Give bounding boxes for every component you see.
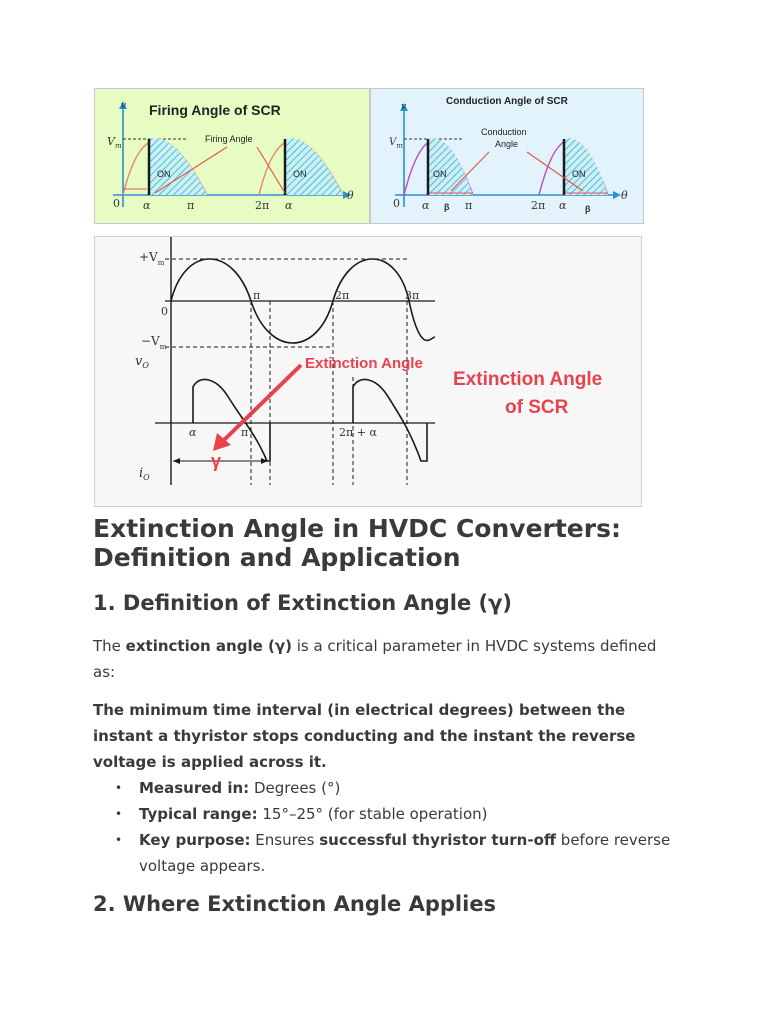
bullet-label: Typical range: [139,805,258,823]
zero-label: 0 [161,305,168,318]
two-pi-top-label: 2π [335,289,350,302]
list-item [93,827,683,879]
pi-top-label: π [253,289,261,302]
firing-v-label: v [121,101,127,111]
firing-pi-label: π [187,199,195,212]
firing-on-region-2 [285,138,343,195]
intro-bold-term: extinction angle (γ) [125,637,292,655]
bullet-text-suffix: before reverse voltage appears. [139,831,671,875]
conduction-x-arrow-icon [613,191,621,199]
bullet-label: Key purpose: [139,831,251,849]
minus-vm-label: $-V_m$ [141,334,167,351]
firing-annotation: Firing Angle [205,134,253,144]
bullet-text: Degrees (°) [249,779,341,797]
three-pi-top-label: 3π [405,289,420,302]
conduction-origin-label: 0 [393,197,400,210]
key-points-list [93,775,683,879]
conduction-beta2-label: β [585,204,591,214]
conduction-on-region-2 [564,138,608,195]
bullet-label: Measured in: [139,779,250,797]
two-pi-alpha-label: 2π + α [339,426,377,439]
conduction-on-region-1 [428,138,473,195]
extinction-caption-line1: Extinction Angle [453,369,603,390]
gamma-label: γ [211,451,222,471]
firing-theta-label: θ [347,189,354,202]
vo-label: $v_O$ [135,354,149,370]
bullet-bold: successful thyristor turn-off [319,831,557,849]
firing-vm-label: $V_m$ [107,135,122,150]
conduction-beta-label: β [444,202,450,212]
firing-angle-figure [94,88,370,224]
section-heading-definition: 1. Definition of Extinction Angle (γ) [93,591,513,615]
article-title: Extinction Angle in HVDC Converters: Definition and Application [93,514,621,572]
conduction-theta-label: θ [621,189,628,202]
conduction-angle-figure [370,88,644,224]
firing-on-label-1: ON [157,169,171,179]
list-item [93,775,683,801]
firing-on-region-1 [149,138,207,195]
section-heading-where-applies: 2. Where Extinction Angle Applies [93,892,497,916]
io-label: $i_O$ [139,466,150,482]
io-waveform [193,379,427,461]
bullet-text: 15°–25° (for stable operation) [257,805,488,823]
intro-suffix: is a critical parameter in HVDC systems defined as: [93,637,657,681]
conduction-alpha-label: α [422,199,430,212]
firing-alpha2-label: α [285,199,293,212]
conduction-vm-label: $V_m$ [389,137,403,150]
intro-prefix: The [93,637,126,655]
conduction-on-label-2: ON [572,169,586,179]
bullet-text: Ensures [250,831,320,849]
extinction-annotation: Extinction Angle [305,355,423,372]
extinction-annotation-arrow [223,365,301,441]
intro-paragraph [93,633,683,685]
conduction-alpha2-label: α [559,199,567,212]
firing-alpha-label: α [143,199,151,212]
conduction-title: Conduction Angle of SCR [446,96,568,107]
definition-paragraph: The minimum time interval (in electrical degrees) between the instant a thyristor stops conducting and the instant the reverse voltage is applied across it. [93,701,636,771]
conduction-v-label: v [401,102,407,112]
alpha-bottom-label: α [189,426,197,439]
pi-bottom-label: π [241,426,249,439]
conduction-2pi-label: 2π [531,199,546,212]
firing-on-label-2: ON [293,169,307,179]
conduction-annotation-line1: Conduction [481,127,527,137]
plus-vm-label: $+V_m$ [139,250,165,267]
list-item [93,801,683,827]
firing-origin-label: 0 [113,197,120,210]
conduction-annotation-line2: Angle [495,139,519,149]
extinction-caption-line2: of SCR [505,397,569,418]
gamma-arrow-left-icon [173,458,180,464]
conduction-pi-label: π [465,199,473,212]
firing-title: Firing Angle of SCR [149,102,281,118]
conduction-on-label-1: ON [433,169,447,179]
extinction-angle-figure [94,236,642,507]
firing-2pi-label: 2π [255,199,270,212]
